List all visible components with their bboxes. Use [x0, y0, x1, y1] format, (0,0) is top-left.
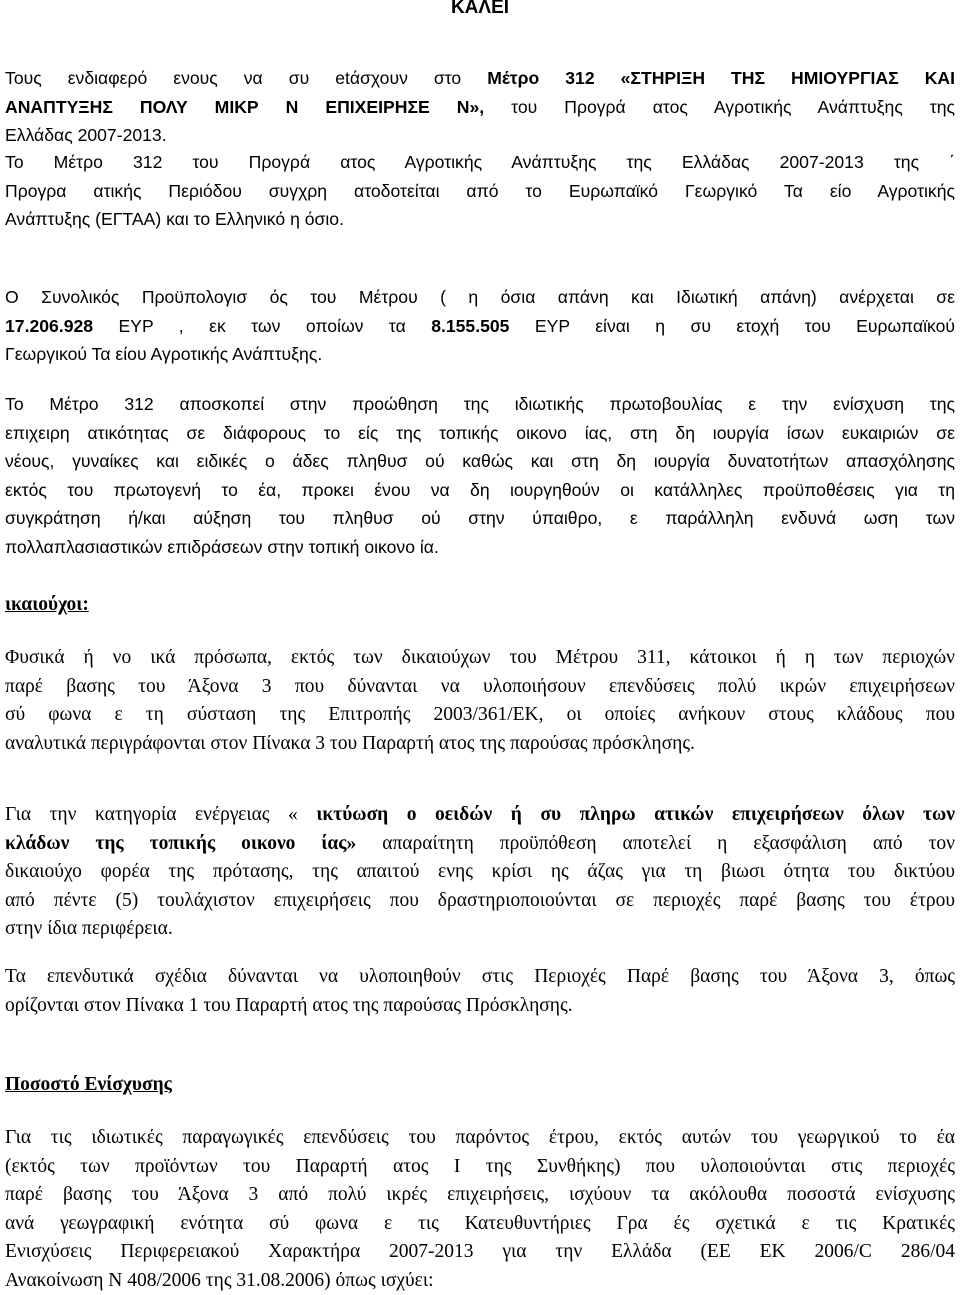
text-line: ανά γεωγραφική ενότητα σύ φωνα ε τις Κατευθυντήριες Γρα ές σχετικά ε τις Κρατικές — [5, 1210, 955, 1239]
text-line: Ο Συνολικός Προϋπολογισ ός του Μέτρου ( η όσια απάνη και Ιδιωτική απάνη) ανέρχεται σε — [5, 283, 955, 312]
text-line: από πέντε (5) τουλάχιστον επιχειρήσεις που δραστηριοποιούνται σε περιοχές παρέ βασης του έτρου — [5, 887, 955, 916]
action-category-bold: κλάδων της τοπικής οικονο ίας» — [5, 833, 356, 854]
page-title: ΚΑΛΕΙ — [0, 0, 960, 22]
measure-title-bold: Μέτρο 312 «ΣΤΗΡΙΞΗ ΤΗΣ ΗΜΙΟΥΡΓΙΑΣ ΚΑΙ — [487, 68, 955, 88]
text-line: Για την κατηγορία ενέργειας « ικτύωση ο οειδών ή συ πληρω ατικών επιχειρήσεων όλων των — [5, 801, 955, 830]
support-rate-paragraph — [5, 1124, 955, 1295]
text-line: Το Μέτρο 312 του Προγρά ατος Αγροτικής Ανάπτυξης της Ελλάδας 2007-2013 της ΄ — [5, 148, 955, 177]
action-category-bold: ικτύωση ο οειδών ή συ πληρω ατικών επιχειρήσεων όλων των — [316, 804, 955, 825]
text-line: 17.206.928 ΕΥΡ , εκ των οποίων τα 8.155.505 ΕΥΡ είναι η συ ετοχή του Ευρωπαϊκού — [5, 312, 955, 341]
total-budget-amount: 17.206.928 — [5, 316, 93, 336]
text-line: παρέ βασης του Άξονα 3 από πολύ ικρές επιχειρήσεις, ισχύουν τα ακόλουθα ποσοστά ενίσχυσης — [5, 1181, 955, 1210]
investment-plans-paragraph — [5, 963, 955, 1020]
intro-paragraph — [5, 64, 955, 150]
text-line: Τους ενδιαφερό ενους να συ etάσχουν στο Μέτρο 312 «ΣΤΗΡΙΞΗ ΤΗΣ ΗΜΙΟΥΡΓΙΑΣ ΚΑΙ — [5, 64, 955, 93]
text-line: ορίζονται στον Πίνακα 1 του Παραρτή ατος της παρούσας Πρόσκλησης. — [5, 992, 955, 1021]
beneficiaries-paragraph — [5, 644, 955, 758]
text-line: Φυσικά ή νο ικά πρόσωπα, εκτός των δικαιούχων του Μέτρου 311, κάτοικοι ή η των περιοχών — [5, 644, 955, 673]
text-line: Ενισχύσεις Περιφερειακού Χαρακτήρα 2007-2013 για την Ελλάδα (ΕΕ ΕΚ 2006/C 286/04 — [5, 1238, 955, 1267]
text-line: Για τις ιδιωτικές παραγωγικές επενδύσεις του παρόντος έτρου, εκτός αυτών του γεωργικού το έα — [5, 1124, 955, 1153]
measure-title-bold: ΑΝΑΠΤΥΞΗΣ ΠΟΛΥ ΜΙΚΡ Ν ΕΠΙΧΕΙΡΗΣΕ Ν», — [5, 97, 484, 117]
text-line: δικαιούχο φορέα της πρότασης, της απαιτού ενης κρίσι ης άζας για τη βιωσι ότητα του δικτύου — [5, 858, 955, 887]
budget-paragraph — [5, 283, 955, 369]
text-line: Ανακοίνωση Ν 408/2006 της 31.08.2006) όπως ισχύει: — [5, 1267, 955, 1295]
text-line: Γεωργικού Τα είου Αγροτικής Ανάπτυξης. — [5, 340, 955, 369]
text-line: (εκτός των προϊόντων του Παραρτή ατος Ι της Συνθήκης) που υλοποιούνται στις περιοχές — [5, 1153, 955, 1182]
text-line: παρέ βασης του Άξονα 3 που δύνανται να υλοποιήσουν επενδύσεις πολύ ικρών επιχειρήσεων — [5, 673, 955, 702]
beneficiaries-heading: ικαιούχοι: — [5, 591, 89, 619]
text-line: στην ίδια περιφέρεια. — [5, 915, 955, 944]
text-line: Τα επενδυτικά σχέδια δύνανται να υλοποιηθούν στις Περιοχές Παρέ βασης του Άξονα 3, όπως — [5, 963, 955, 992]
text-line: Προγρα ατικής Περιόδου συγχρη ατοδοτείται από το Ευρωπαϊκό Γεωργικό Τα είο Αγροτικής — [5, 177, 955, 206]
networking-paragraph — [5, 801, 955, 944]
text-line: επιχειρη ατικότητας σε διάφορους το είς της τοπικής οικονο ίας, στη δη ιουργία ίσων ευκαιριών σε — [5, 419, 955, 448]
text-line: σύ φωνα ε τη σύσταση της Επιτροπής 2003/361/ΕΚ, οι οποίες ανήκουν στους κλάδους που — [5, 701, 955, 730]
text-line: ΑΝΑΠΤΥΞΗΣ ΠΟΛΥ ΜΙΚΡ Ν ΕΠΙΧΕΙΡΗΣΕ Ν», του Προγρά ατος Αγροτικής Ανάπτυξης της — [5, 93, 955, 122]
text-line: αναλυτικά περιγράφονται στον Πίνακα 3 του Παραρτή ατος της παρούσας πρόσκλησης. — [5, 730, 955, 759]
eu-contribution-amount: 8.155.505 — [431, 316, 509, 336]
text-line: πολλαπλασιαστικών επιδράσεων στην τοπική οικονο ία. — [5, 533, 955, 562]
text-line: Το Μέτρο 312 αποσκοπεί στην προώθηση της ιδιωτικής πρωτοβουλίας ε την ενίσχυση της — [5, 390, 955, 419]
funding-paragraph — [5, 148, 955, 234]
text-line: νέους, γυναίκες και ειδικές ο άδες πληθυσ ού καθώς και στη δη ιουργία δυνατοτήτων απασχόλησης — [5, 447, 955, 476]
text-line: κλάδων της τοπικής οικονο ίας» απαραίτητη προϋπόθεση αποτελεί η εξασφάλιση από τον — [5, 830, 955, 859]
text-line: συγκράτηση ή/και αύξηση του πληθυσ ού στην ύπαιθρο, ε παράλληλη ενδυνά ωση των — [5, 504, 955, 533]
objective-paragraph — [5, 390, 955, 561]
text-line: Ελλάδας 2007-2013. — [5, 121, 955, 150]
text-line: εκτός του πρωτογενή το έα, προκει ένου να δη ιουργηθούν οι κατάλληλες προϋποθέσεις για τη — [5, 476, 955, 505]
support-rate-heading: Ποσοστό Ενίσχυσης — [5, 1071, 172, 1099]
text-line: Ανάπτυξης (ΕΓΤΑΑ) και το Ελληνικό η όσιο. — [5, 205, 955, 234]
